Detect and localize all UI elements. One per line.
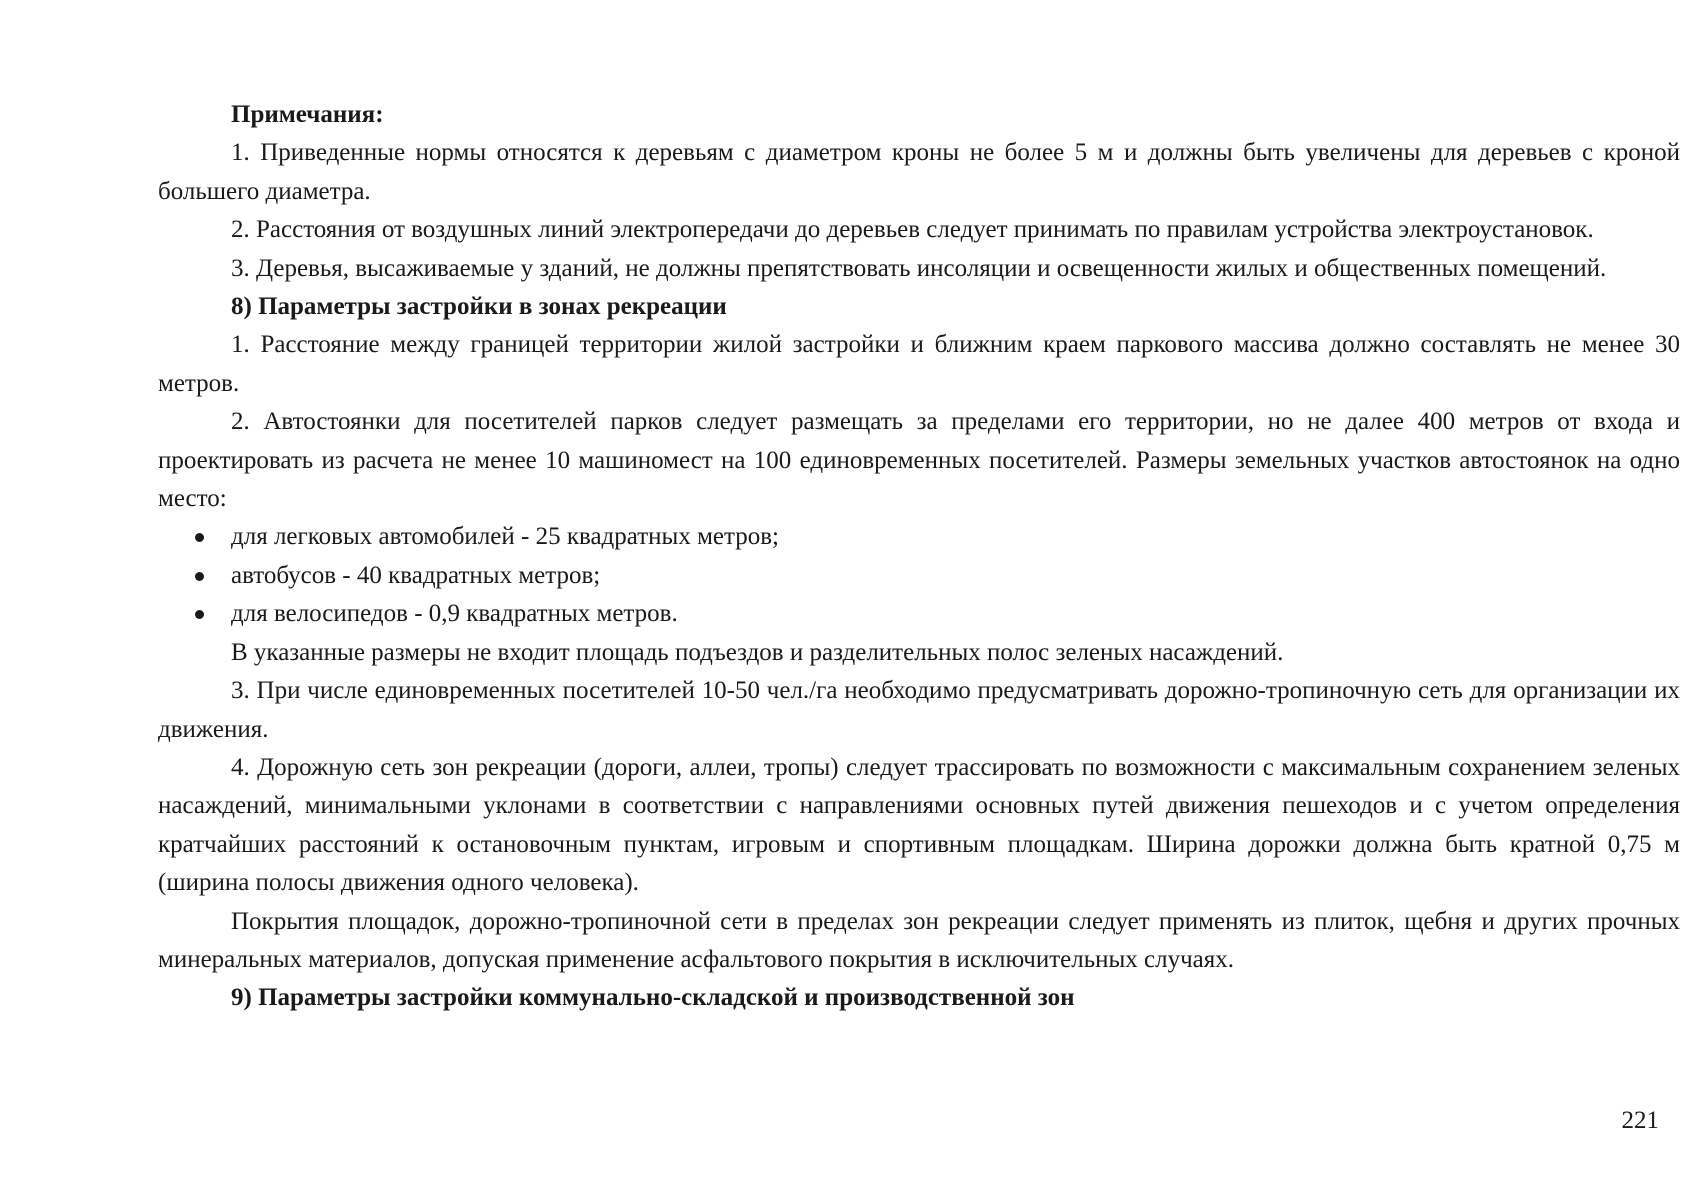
notes-heading: Примечания: bbox=[231, 101, 384, 128]
list-item bbox=[158, 557, 1680, 595]
list-item-text: для легковых автомобилей - 25 квадратных метров; bbox=[231, 523, 779, 551]
section-8-paragraph-5: Покрытия площадок, дорожно-тропиночной сети в пределах зон рекреации следует применять из плиток, щебня и других прочных минеральных материалов, допуская применение асфальтового покрытия в исключительных случаях. bbox=[158, 907, 1680, 973]
section-8-size-note: В указанные размеры не входит площадь подъездов и разделительных полос зеленых насаждений. bbox=[231, 638, 1284, 666]
section-8-paragraph-1: 1. Расстояние между границей территории жилой застройки и ближним краем паркового массива должно составлять не менее 30 метров. bbox=[158, 331, 1680, 397]
note-item: 3. Деревья, высаживаемые у зданий, не должны препятствовать инсоляции и освещенности жилых и общественных помещений. bbox=[231, 254, 1607, 282]
bullet-icon bbox=[195, 610, 204, 619]
section-8-paragraph-2: 2. Автостоянки для посетителей парков следует размещать за пределами его территории, но не далее 400 метров от входа и проектировать из расчета не менее 10 машиномест на 100 единовременных посетителей. Размеры земельных участков автостоянок на одно место: bbox=[158, 408, 1680, 513]
note-item: 2. Расстояния от воздушных линий электропередачи до деревьев следует принимать по правилам устройства электроустановок. bbox=[231, 216, 1594, 244]
section-8-heading: 8) Параметры застройки в зонах рекреации bbox=[231, 293, 727, 321]
list-item bbox=[158, 518, 1680, 556]
bullet-icon bbox=[195, 533, 204, 542]
section-9-heading: 9) Параметры застройки коммунально-складской и производственной зон bbox=[231, 984, 1075, 1012]
parking-sizes-list bbox=[158, 518, 1680, 633]
bullet-icon bbox=[195, 572, 204, 581]
list-item bbox=[158, 595, 1680, 633]
section-8-paragraph-4: 4. Дорожную сеть зон рекреации (дороги, аллеи, тропы) следует трассировать по возможности с максимальным сохранением зеленых насаждений, минимальными уклонами в соответствии с направлениями основных путей движения пешеходов и с учетом определения кратчайших расстояний к остановочным пунктам, игровым и спортивным площадкам. Ширина дорожки должна быть кратной 0,75 м (ширина полосы движения одного человека). bbox=[158, 753, 1680, 897]
list-item-text: для велосипедов - 0,9 квадратных метров. bbox=[231, 600, 678, 628]
section-8-paragraph-3: 3. При числе единовременных посетителей 10-50 чел./га необходимо предусматривать дорожно-тропиночную сеть для организации их движения. bbox=[158, 677, 1680, 743]
list-item-text: автобусов - 40 квадратных метров; bbox=[231, 561, 601, 589]
page-number: 221 bbox=[1621, 1107, 1659, 1134]
document-page bbox=[158, 96, 1680, 1018]
note-item: 1. Приведенные нормы относятся к деревьям с диаметром кроны не более 5 м и должны быть увеличены для деревьев с кроной большего диаметра. bbox=[158, 139, 1680, 205]
